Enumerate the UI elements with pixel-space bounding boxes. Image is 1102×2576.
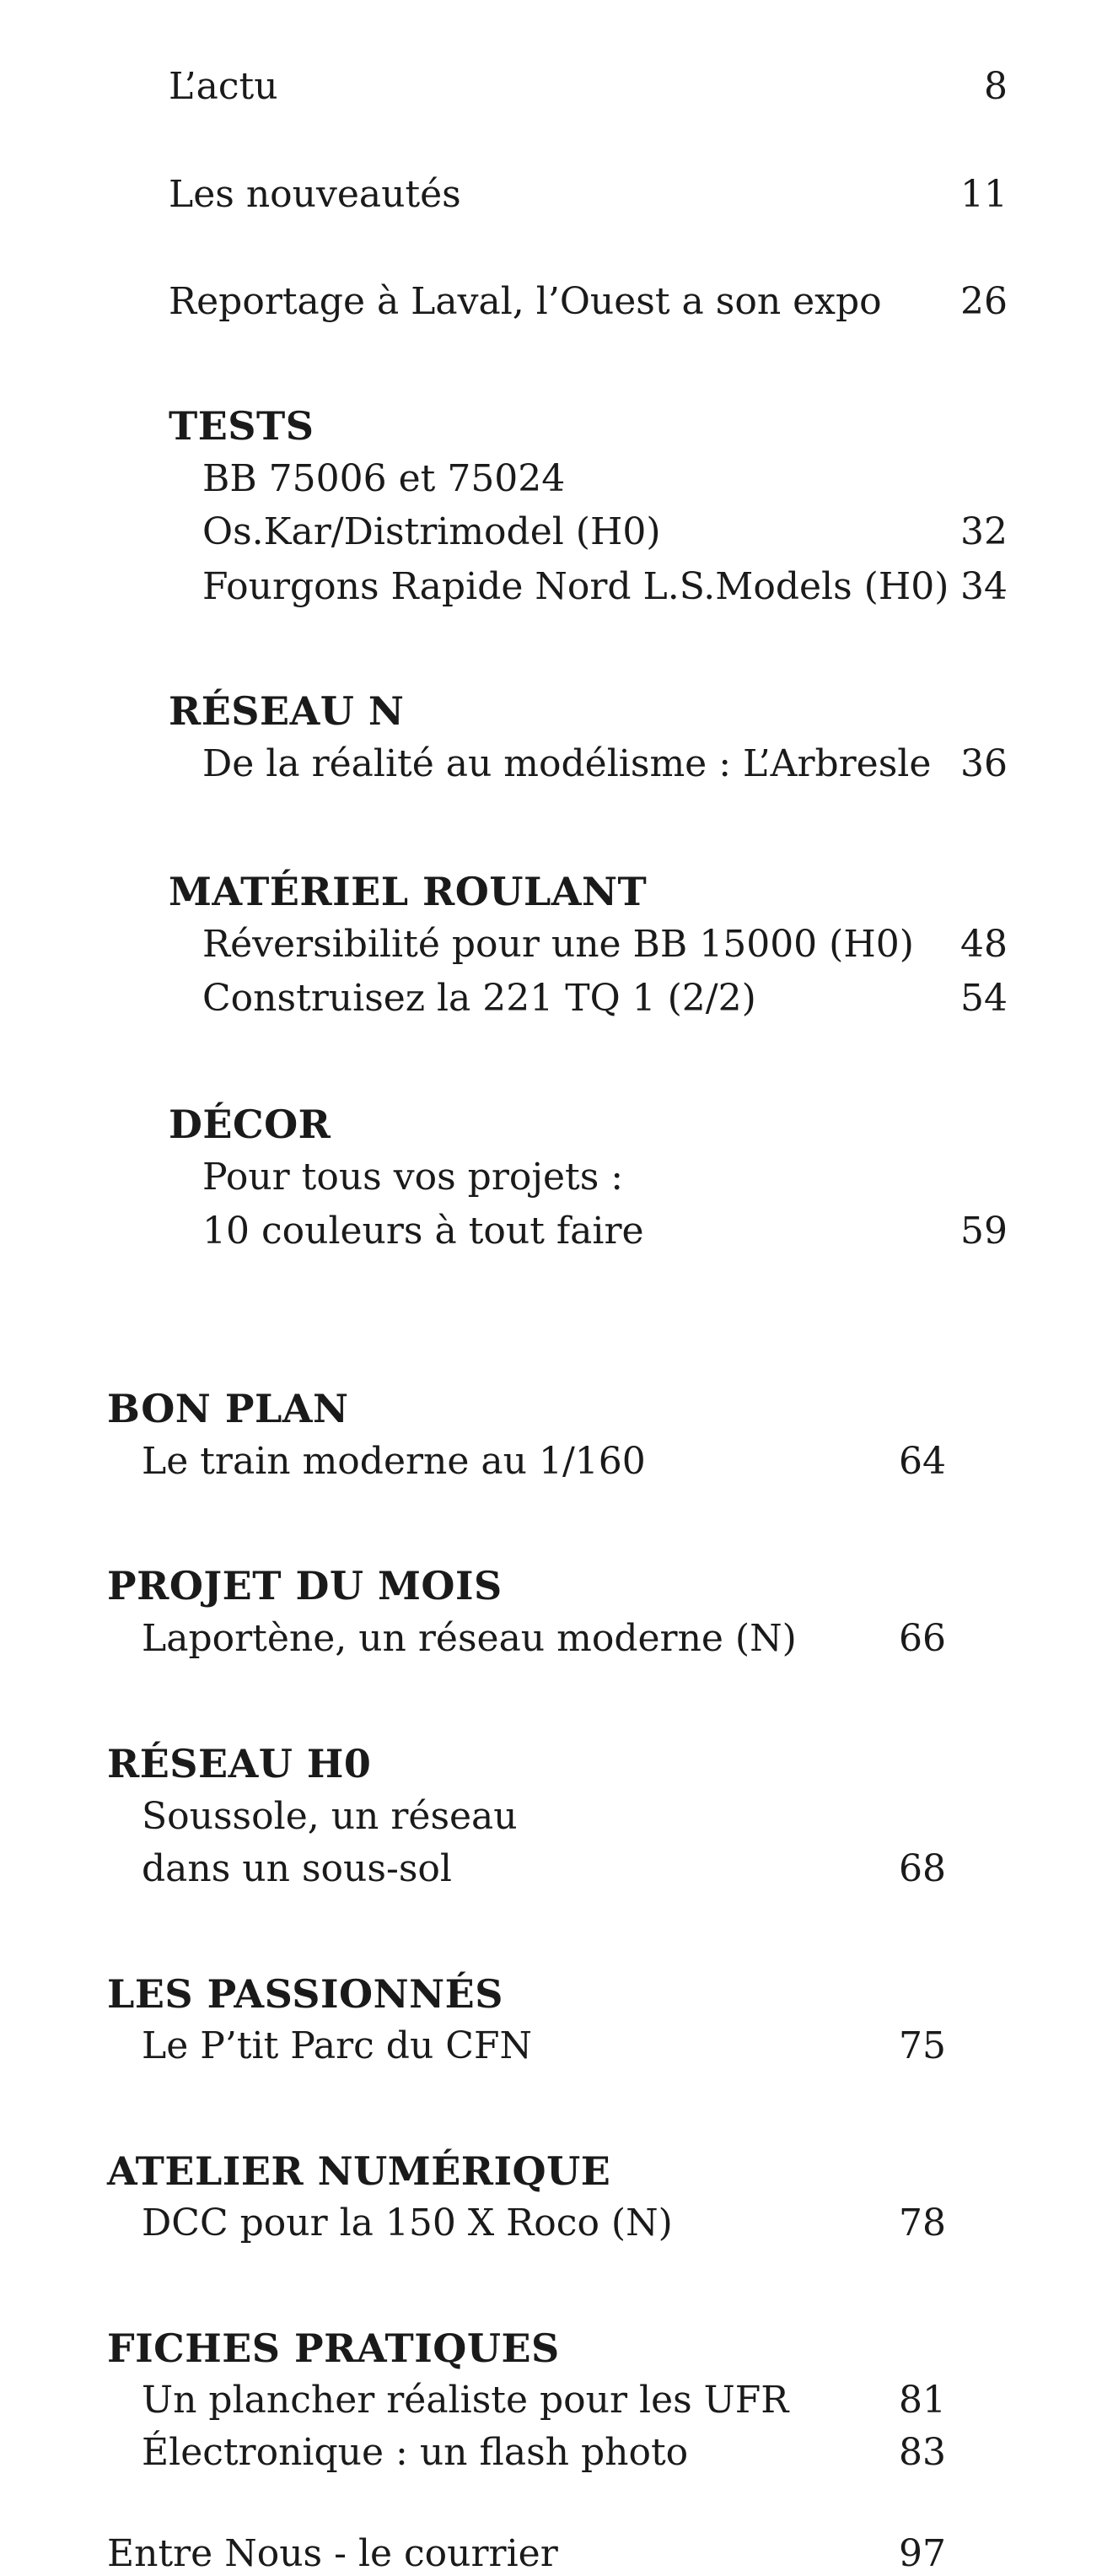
toc-entry-page: 83 xyxy=(899,2431,946,2474)
toc-entry-title: Fourgons Rapide Nord L.S.Models (H0) xyxy=(202,565,949,608)
toc-entry-page: 48 xyxy=(960,923,1008,966)
toc-entry-page: 36 xyxy=(960,742,1008,785)
toc-entry-page: 64 xyxy=(899,1440,946,1483)
toc-entry-title: Le train moderne au 1/160 xyxy=(142,1440,646,1483)
toc-entry-page: 34 xyxy=(960,565,1008,608)
toc-entry-page: 26 xyxy=(960,280,1008,323)
toc-entry-page: 59 xyxy=(960,1210,1008,1253)
toc-entry-title: Les nouveautés xyxy=(169,173,461,216)
toc-entry-title: Le P’tit Parc du CFN xyxy=(142,2024,532,2067)
section-heading: DÉCOR xyxy=(169,1102,331,1147)
toc-entry-page: 11 xyxy=(960,173,1008,216)
toc-entry-title: DCC pour la 150 X Roco (N) xyxy=(142,2201,673,2245)
toc-entry-title: L’actu xyxy=(169,65,278,108)
section-heading: ATELIER NUMÉRIQUE xyxy=(107,2148,611,2194)
toc-entry-page: 78 xyxy=(899,2201,946,2245)
toc-entry-title: 10 couleurs à tout faire xyxy=(202,1210,644,1253)
toc-entry-title: Soussole, un réseau xyxy=(142,1795,518,1838)
toc-entry-title: Pour tous vos projets : xyxy=(202,1156,624,1199)
toc-entry-title: BB 75006 et 75024 xyxy=(202,457,566,500)
section-heading: PROJET DU MOIS xyxy=(107,1563,503,1609)
toc-entry-page: 75 xyxy=(899,2024,946,2067)
toc-entry-page: 97 xyxy=(899,2532,946,2575)
section-heading: LES PASSIONNÉS xyxy=(107,1971,503,2017)
toc-entry-title: Entre Nous - le courrier xyxy=(107,2532,558,2575)
toc-entry-title: Construisez la 221 TQ 1 (2/2) xyxy=(202,977,756,1020)
toc-entry-title: De la réalité au modélisme : L’Arbresle xyxy=(202,742,932,785)
section-heading: RÉSEAU H0 xyxy=(107,1741,372,1786)
section-heading: TESTS xyxy=(169,403,314,449)
toc-entry-title: Réversibilité pour une BB 15000 (H0) xyxy=(202,923,914,966)
toc-entry-page: 32 xyxy=(960,510,1008,553)
section-heading: FICHES PRATIQUES xyxy=(107,2325,560,2371)
toc-entry-title: Reportage à Laval, l’Ouest a son expo xyxy=(169,280,882,323)
toc-entry-title: Os.Kar/Distrimodel (H0) xyxy=(202,510,661,553)
section-heading: RÉSEAU N xyxy=(169,688,405,734)
section-heading: MATÉRIEL ROULANT xyxy=(169,869,648,914)
toc-entry-page: 66 xyxy=(899,1617,946,1660)
toc-entry-page: 8 xyxy=(984,65,1008,108)
toc-entry-page: 68 xyxy=(899,1847,946,1890)
section-heading: BON PLAN xyxy=(107,1386,349,1431)
toc-entry-page: 54 xyxy=(960,977,1008,1020)
toc-entry-title: Électronique : un flash photo xyxy=(142,2431,689,2474)
toc-entry-title: Laportène, un réseau moderne (N) xyxy=(142,1617,797,1660)
toc-entry-title: Un plancher réaliste pour les UFR xyxy=(142,2379,789,2422)
toc-entry-title: dans un sous-sol xyxy=(142,1847,452,1890)
toc-entry-page: 81 xyxy=(899,2379,946,2422)
